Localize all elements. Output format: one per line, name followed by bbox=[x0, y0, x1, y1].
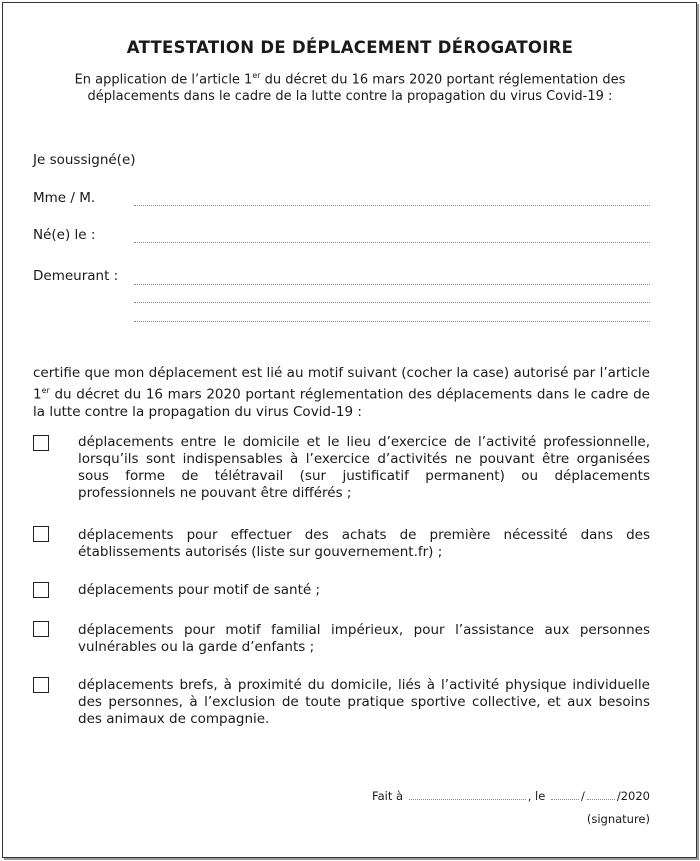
day-field[interactable] bbox=[551, 799, 579, 800]
checkbox-health[interactable] bbox=[33, 582, 49, 598]
year-label: /2020 bbox=[616, 789, 650, 803]
checkbox-family[interactable] bbox=[33, 621, 49, 637]
option-exercise-text: déplacements brefs, à proximité du domicile, liés à l’activité physique individuelle des personnes, à l’exclusion de toute pratique sportive collective, et aux besoins des animaux de compagnie. bbox=[78, 677, 650, 727]
intro-text-line2: déplacements dans le cadre de la lutte contre la propagation du virus Covid-19 : bbox=[87, 89, 613, 105]
checkbox-shopping[interactable] bbox=[33, 526, 49, 542]
address-field-line-1[interactable] bbox=[134, 284, 650, 285]
certify-text-a: certifie que mon déplacement est lié au motif suivant (cocher la case) autorisé par l’article 1 bbox=[33, 365, 650, 403]
intro-text-a: En application de l’article 1 bbox=[74, 72, 253, 88]
document-title: ATTESTATION DE DÉPLACEMENT DÉROGATOIRE bbox=[126, 38, 574, 57]
intro-text-b: du décret du 16 mars 2020 portant réglementation des bbox=[260, 72, 626, 88]
signature-place-date bbox=[372, 789, 650, 803]
soussigne-label: Je soussigné(e) bbox=[33, 152, 136, 168]
certify-paragraph bbox=[33, 365, 650, 421]
date-slash: / bbox=[580, 789, 585, 803]
month-field[interactable] bbox=[587, 799, 615, 800]
checkbox-work[interactable] bbox=[33, 435, 49, 451]
option-shopping-text: déplacements pour effectuer des achats de première nécessité dans des établissements autorisés (liste sur gouvernement.fr) ; bbox=[78, 527, 650, 560]
checkbox-exercise[interactable] bbox=[33, 677, 49, 693]
option-work-text: déplacements entre le domicile et le lieu d’exercice de l’activité professionnelle, lorsqu’ils sont indispensables à l’exercice d’activités ne pouvant être organisées sous forme de télétravail (sur justificatif permanent) ou déplacements professionnels ne pouvant être différés ; bbox=[78, 434, 650, 501]
certify-sup: er bbox=[41, 386, 50, 395]
fait-label: Fait à bbox=[372, 789, 404, 803]
option-family-text: déplacements pour motif familial impérieux, pour l’assistance aux personnes vulnérables ou la garde d’enfants ; bbox=[78, 622, 650, 655]
address-field-line-2[interactable] bbox=[134, 302, 650, 303]
address-label: Demeurant : bbox=[33, 268, 119, 284]
place-field[interactable] bbox=[409, 799, 526, 800]
birth-date-label: Né(e) le : bbox=[33, 227, 96, 243]
certify-text-b: du décret du 16 mars 2020 portant réglementation des déplacements dans le cadre de la lutte contre la propagation du virus Covid-19 : bbox=[33, 386, 650, 420]
document-page bbox=[2, 2, 697, 858]
intro-text bbox=[0, 67, 700, 105]
name-field[interactable] bbox=[134, 205, 650, 206]
address-field-line-3[interactable] bbox=[134, 321, 650, 322]
option-health-text: déplacements pour motif de santé ; bbox=[78, 582, 321, 598]
name-label: Mme / M. bbox=[33, 190, 96, 206]
birth-date-field[interactable] bbox=[134, 242, 650, 243]
signature-label: (signature) bbox=[586, 812, 650, 826]
intro-sup: er bbox=[252, 71, 261, 80]
le-label: , le bbox=[527, 789, 546, 803]
